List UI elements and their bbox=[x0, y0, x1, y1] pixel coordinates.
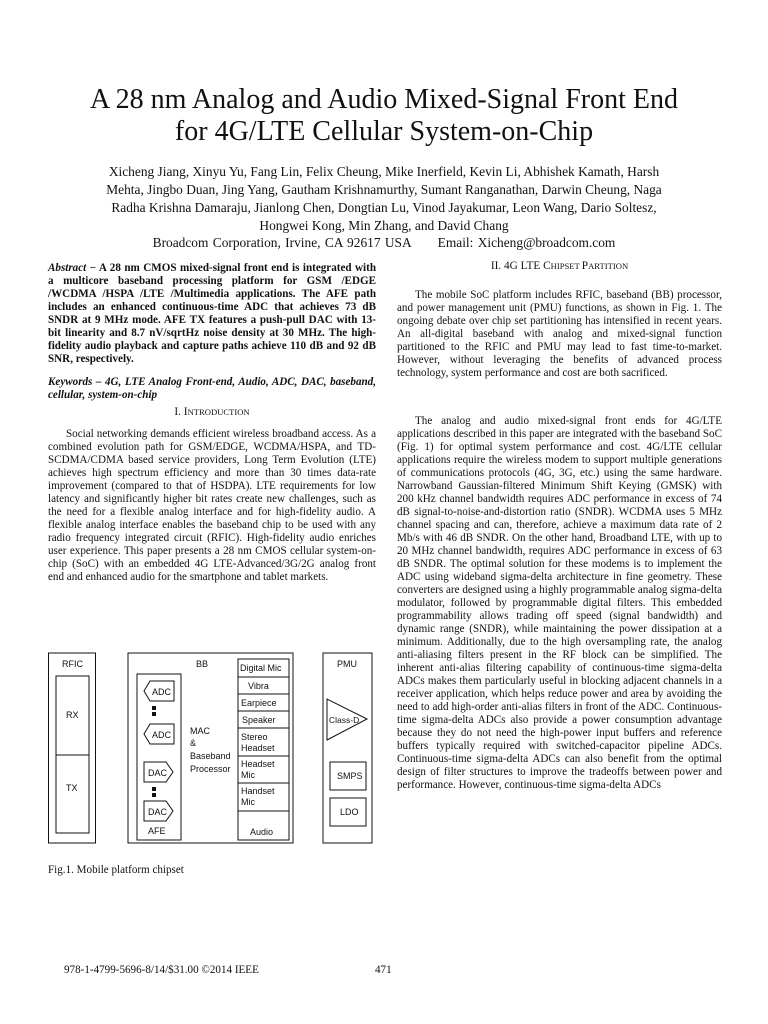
author-line: Xicheng Jiang, Xinyu Yu, Fang Lin, Felix Cheung, Mike Inerfield, Kevin Li, Abhishek Kamath, Harsh bbox=[108, 164, 660, 179]
audio-item: Handset bbox=[241, 786, 275, 796]
ellipsis-dot bbox=[152, 793, 156, 797]
afe-label: AFE bbox=[148, 826, 166, 836]
pmu-label: PMU bbox=[337, 659, 357, 669]
section-title-rest: NTRODUCTION bbox=[187, 407, 250, 417]
section-title-part: ARTITION bbox=[588, 261, 629, 271]
tx-label: TX bbox=[66, 783, 78, 793]
title-line: for 4G/LTE Cellular System-on-Chip bbox=[174, 116, 594, 147]
ellipsis-dot bbox=[152, 712, 156, 716]
footer-isbn: 978-1-4799-5696-8/14/$31.00 ©2014 IEEE bbox=[64, 964, 259, 976]
ldo-label: LDO bbox=[340, 807, 359, 817]
section-number: II. bbox=[490, 260, 505, 272]
abstract-label: Abstract bbox=[48, 262, 87, 274]
tx-block bbox=[56, 755, 89, 833]
audio-item: Digital Mic bbox=[240, 663, 282, 673]
section-heading-chipset-partition bbox=[397, 259, 722, 273]
audio-item: Earpiece bbox=[241, 698, 277, 708]
section-title-part: 4G LTE C bbox=[504, 260, 551, 272]
abstract-text: − A 28 nm CMOS mixed-signal front end is integrated with a multicore baseband processing platform for GSM /EDGE /WCDMA /HSPA /LTE /Multimedia applications. The AFE path includes an enhanced continuous-time ADC that achieves 73 dB SNDR at 9 MHz mode. AFE TX features a push-pull DAC with 13-bit linearity and 8.7 nV/sqrtHz noise density at 30 MHz. The high-fidelity audio playback and capture paths achieve 110 dB and 92 dB SNR, respectively. bbox=[48, 262, 376, 365]
figure-1-diagram bbox=[48, 648, 375, 846]
paper-title bbox=[30, 84, 738, 148]
paragraph-text: The mobile SoC platform includes RFIC, baseband (BB) processor, and power management unit (PMU) functions, as shown in Fig. 1. The ongoing debate over chip set partitioning has intensified in recent years. An all-digital baseband with analog and mixed-signal function partitioned to the RFIC and PMU may lead to fast time-to-market. However, without leveraging the benefits of advanced process technology, system performance and cost are both sacrificed. bbox=[397, 289, 722, 379]
page-number: 471 bbox=[375, 964, 392, 976]
keywords-label: Keywords bbox=[48, 376, 93, 388]
mac-label: Processor bbox=[190, 764, 231, 774]
adc-label: ADC bbox=[152, 687, 172, 697]
mac-label: MAC bbox=[190, 726, 210, 736]
class-d-label: Class-D bbox=[329, 715, 360, 725]
audio-item: Headset bbox=[241, 743, 275, 753]
audio-item: Stereo bbox=[241, 732, 268, 742]
abstract bbox=[48, 262, 376, 366]
section-title-initial: I bbox=[183, 406, 188, 418]
ellipsis-dot bbox=[152, 706, 156, 710]
author-line: Hongwei Kong, Min Zhang, and David Chang bbox=[259, 218, 509, 233]
section-title-part: HIPSET bbox=[550, 261, 582, 271]
chipset-paragraph-2 bbox=[397, 415, 722, 792]
affiliation: Broadcom Corporation, Irvine, CA 92617 USA bbox=[152, 235, 411, 250]
author-line: Radha Krishna Damaraju, Jianlong Chen, Dongtian Lu, Vinod Jayakumar, Leon Wang, Dario Soltesz, bbox=[111, 200, 657, 215]
audio-item: Headset bbox=[241, 759, 275, 769]
audio-item: Mic bbox=[241, 797, 255, 807]
dac-label: DAC bbox=[148, 768, 168, 778]
author-email: Email: Xicheng@broadcom.com bbox=[437, 235, 616, 250]
keywords-text: – 4G, LTE Analog Front-end, Audio, ADC, DAC, baseband, cellular, system-on-chip bbox=[48, 376, 376, 401]
section-heading-introduction bbox=[48, 405, 376, 419]
dac-label: DAC bbox=[148, 807, 168, 817]
section-title-part: P bbox=[581, 260, 589, 272]
keywords bbox=[48, 376, 376, 402]
paragraph-text: Social networking demands efficient wireless broadband access. As a combined evolution path for GSM/EDGE, WCDMA/HSPA, and TD-SCDMA/CDMA based service providers, Long Term Evolution (LTE) achieves high spectrum efficiency and more than 30 times data-rate improvement (compared to that of HSDPA). LTE requirements for low latency and significantly higher bit rates create new challenges, such as the need for a flexible analog interface and for high-fidelity audio. A flexible analog interface enables the baseband chip to be used with any radio frequency integrated circuit (RFIC). High-fidelity audio enriches user experience. This paper presents a 28 nm CMOS cellular system-on-chip (SoC) with an embedded 4G LTE-Advanced/3G/2G analog front end and enhanced audio for the smartphone and tablet markets. bbox=[48, 428, 376, 583]
section-number: I. bbox=[174, 406, 184, 418]
adc-label: ADC bbox=[152, 730, 172, 740]
title-line: A 28 nm Analog and Audio Mixed-Signal Front End bbox=[90, 84, 678, 115]
smps-label: SMPS bbox=[337, 771, 363, 781]
ellipsis-dot bbox=[152, 787, 156, 791]
mac-label: Baseband bbox=[190, 751, 231, 761]
chipset-paragraph-1 bbox=[397, 289, 722, 380]
audio-label: Audio bbox=[250, 827, 274, 837]
affiliation-line bbox=[30, 234, 738, 251]
author-line: Mehta, Jingbo Duan, Jing Yang, Gautham Krishnamurthy, Sumant Ranganathan, Darwin Cheung, Naga bbox=[106, 182, 662, 197]
mac-label: & bbox=[190, 738, 197, 748]
figure-caption: Fig.1. Mobile platform chipset bbox=[48, 864, 184, 876]
audio-item: Vibra bbox=[248, 681, 269, 691]
rfic-label: RFIC bbox=[62, 659, 83, 669]
rx-label: RX bbox=[66, 710, 79, 720]
audio-item: Mic bbox=[241, 770, 255, 780]
bb-label: BB bbox=[196, 659, 209, 669]
introduction-paragraph bbox=[48, 428, 376, 584]
paragraph-text: The analog and audio mixed-signal front ends for 4G/LTE applications described in this paper are integrated with the baseband SoC (Fig. 1) for optimal system performance and cost. 4G/LTE cellular applications require the wireless modem to support multiple generations of communications protocols (4G, 3G, etc.) using the same hardware. Narrowband Gaussian-filtered Minimum Shift Keying (GMSK) with 200 kHz channel bandwidth requires ADC performance in excess of 74 dB signal-to-noise-and-distortion ratio (SNDR). WCDMA uses 5 MHz channel spacing and can, therefore, achieve a maximum data rate of 2 Mb/s with 46 dB SNDR. On the other hand, Broadband LTE, with up to 20 MHz channel bandwidth, requires ADC performance in excess of 63 dB SNDR. The optimal solution for these modems is to implement the ADC using wideband sigma-delta architecture in fine geometry. These converters are designed using a highly programmable analog sigma-delta modulator, followed by programmable digital filters. This embedded programmability allows trading off speed (signal bandwidth) and dynamic range (SNDR), while maintaining the power dissipation at a minimum. Additionally, due to the high oversampling rate, the analog anti-aliasing filters present in the RF block can be simplified. The inherent anti-alias filtering capability of continuous-time sigma-delta ADCs makes them particularly useful in blocking adjacent channels in a receiver application, which helps reduce power and area by avoiding the need to add high-order anti-alias filters in front of the ADC. Continuous-time sigma-delta ADCs also provide a power consumption advantage because they do not need the high-power input buffers and reference buffers typically required with switched-capacitor pipeline ADCs. Continuous-time sigma-delta ADCs can also benefit from the optimal design of filter structures to improve the tradeoffs between power and performance. However, continuous-time sigma-delta ADCs bbox=[397, 415, 722, 791]
audio-item: Speaker bbox=[242, 715, 276, 725]
author-list bbox=[46, 163, 722, 235]
